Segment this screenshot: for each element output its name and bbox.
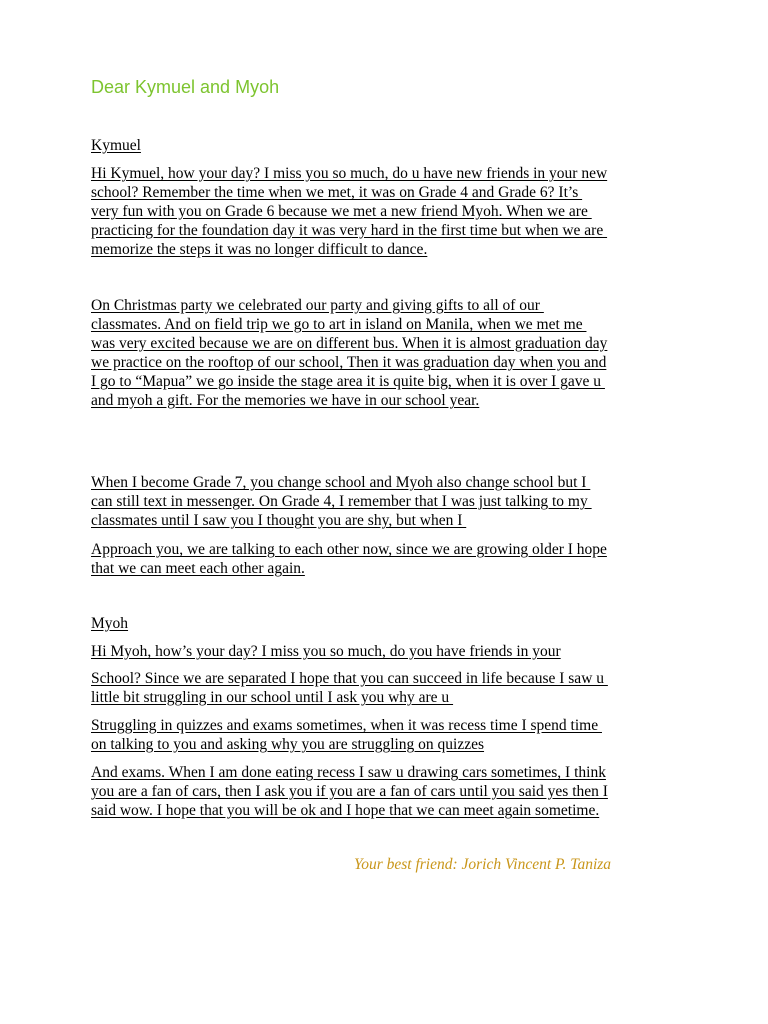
letter-title: Dear Kymuel and Myoh bbox=[91, 77, 280, 97]
text-line: can still text in messenger. On Grade 4, I remember that I was just talking to my bbox=[91, 493, 592, 510]
text-line: Hi Myoh, how’s your day? I miss you so much, do you have friends in your bbox=[91, 643, 561, 660]
text-line: I go to “Mapua” we go inside the stage area it is quite big, when it is over I gave u bbox=[91, 373, 605, 390]
heading-kymuel: Kymuel bbox=[91, 137, 141, 154]
text-line: On Christmas party we celebrated our party and giving gifts to all of our bbox=[91, 297, 544, 314]
text-line: Hi Kymuel, how your day? I miss you so much, do u have new friends in your new bbox=[91, 165, 608, 182]
text-line: you are a fan of cars, then I ask you if you are a fan of cars until you said yes then I bbox=[91, 783, 608, 800]
text-line: memorize the steps it was no longer difficult to dance. bbox=[91, 241, 428, 258]
text-line: And exams. When I am done eating recess I saw u drawing cars sometimes, I think bbox=[91, 764, 606, 781]
text-line: and myoh a gift. For the memories we have in our school year. bbox=[91, 392, 480, 409]
text-line: very fun with you on Grade 6 because we met a new friend Myoh. When we are bbox=[91, 203, 592, 220]
text-line: was very excited because we are on different bus. When it is almost graduation day bbox=[91, 335, 608, 352]
text-line: classmates until I saw you I thought you are shy, but when I bbox=[91, 512, 467, 529]
text-line: on talking to you and asking why you are struggling on quizzes bbox=[91, 736, 485, 753]
text-line: little bit struggling in our school until I ask you why are u bbox=[91, 689, 454, 706]
signature: Your best friend: Jorich Vincent P. Taniza bbox=[354, 856, 612, 873]
text-line: Approach you, we are talking to each other now, since we are growing older I hope bbox=[91, 541, 607, 558]
text-line: said wow. I hope that you will be ok and I hope that we can meet again sometime. bbox=[91, 802, 600, 819]
text-line: we practice on the rooftop of our school, Then it was graduation day when you and bbox=[91, 354, 607, 371]
text-line: Struggling in quizzes and exams sometimes, when it was recess time I spend time bbox=[91, 717, 602, 734]
text-line: When I become Grade 7, you change school and Myoh also change school but I bbox=[91, 474, 591, 491]
text-line: practicing for the foundation day it was very hard in the first time but when we are bbox=[91, 222, 608, 239]
text-line: School? Since we are separated I hope that you can succeed in life because I saw u bbox=[91, 670, 608, 687]
text-line: classmates. And on field trip we go to art in island on Manila, when we met me bbox=[91, 316, 587, 333]
text-line: that we can meet each other again. bbox=[91, 560, 305, 577]
heading-myoh: Myoh bbox=[91, 615, 129, 632]
text-line: school? Remember the time when we met, it was on Grade 4 and Grade 6? It’s bbox=[91, 184, 583, 201]
